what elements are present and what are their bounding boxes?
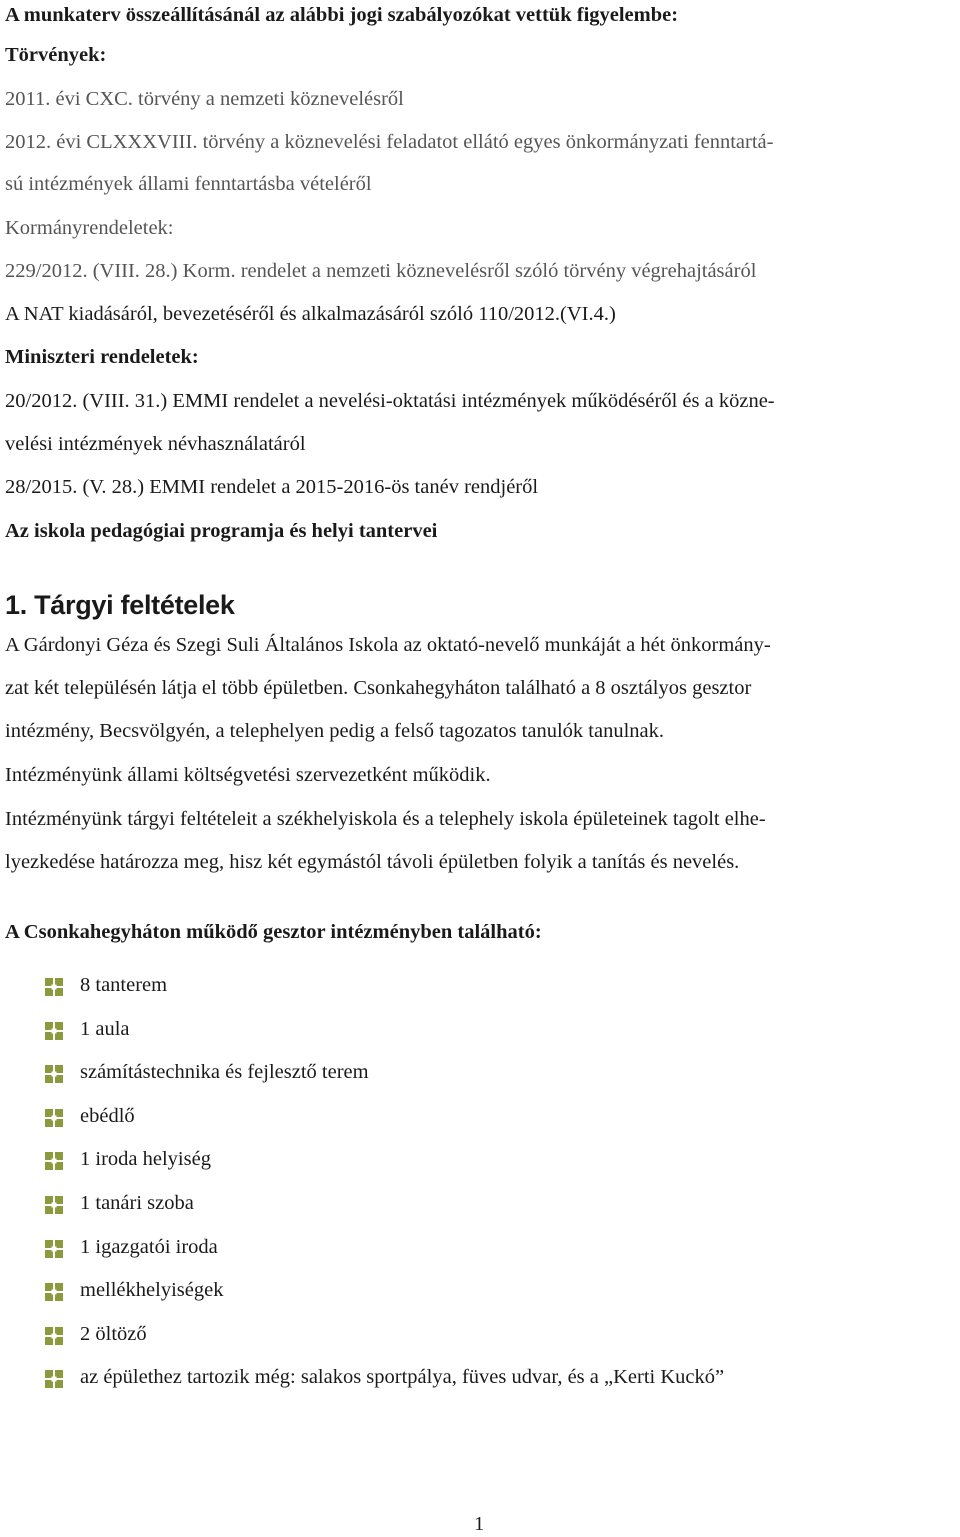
para-1-line3: intézmény, Becsvölgyén, a telephelyen pedig a felső tagozatos tanulók tanulnak. [5,720,665,742]
list-item-label: az épülethez tartozik még: salakos sportpálya, füves udvar, és a „Kerti Kuckó” [80,1366,725,1389]
para-3-line1: Intézményünk tárgyi feltételeit a székhelyiskola és a telephely iskola épületeinek tagolt elhe- [5,808,766,830]
intro-heading: A munkaterv összeállításánál az alábbi jogi szabályozókat vettük figyelembe: [5,4,679,26]
list-item-label: mellékhelyiségek [80,1279,224,1302]
list-item-label: 1 igazgatói iroda [80,1235,218,1258]
square-bullet-icon [44,1108,64,1128]
min-decree-1-line1: 20/2012. (VIII. 31.) EMMI rendelet a nevelési-oktatási intézmények működéséről és a közne- [5,390,775,412]
list-heading: A Csonkahegyháton működő gesztor intézményben található: [5,921,542,943]
square-bullet-icon [44,1326,64,1346]
laws-label: Törvények: [5,44,107,66]
min-decree-2: 28/2015. (V. 28.) EMMI rendelet a 2015-2016-ös tanév rendjéről [5,476,539,498]
list-item-label: ebédlő [80,1104,135,1127]
page-number: 1 [474,1513,485,1535]
square-bullet-icon [44,1195,64,1215]
list-item-label: 1 iroda helyiség [80,1148,211,1171]
para-3-line2: lyezkedése határozza meg, hisz két egymástól távoli épületben folyik a tanítás és nevelés. [5,851,740,873]
square-bullet-icon [44,1282,64,1302]
list-item-label: 8 tanterem [80,974,168,996]
law-1: 2011. évi CXC. törvény a nemzeti köznevelésről [5,88,404,110]
list-item-label: 1 aula [80,1017,130,1040]
square-bullet-icon [44,1239,64,1259]
min-decrees-label: Miniszteri rendeletek: [5,346,199,368]
list-item-label: 1 tanári szoba [80,1192,194,1214]
square-bullet-icon [44,1151,64,1171]
gov-decree-1: 229/2012. (VIII. 28.) Korm. rendelet a nemzeti köznevelésről szóló törvény végrehajtásáról [5,260,757,282]
law-2-line2: sú intézmények állami fenntartásba vételéről [5,173,372,195]
para-1-line1: A Gárdonyi Géza és Szegi Suli Általános Iskola az oktató-nevelő munkáját a hét önkormány- [5,634,771,656]
square-bullet-icon [44,1064,64,1084]
min-decree-1-line2: velési intézmények névhasználatáról [5,433,306,455]
square-bullet-icon [44,977,64,997]
para-2: Intézményünk állami költségvetési szervezetként működik. [5,764,491,786]
list-item-label: 2 öltöző [80,1322,147,1345]
gov-decrees-label: Kormányrendeletek: [5,217,174,239]
law-2-line1: 2012. évi CLXXXVIII. törvény a köznevelési feladatot ellátó egyes önkormányzati fenntartá- [5,131,774,153]
square-bullet-icon [44,1021,64,1041]
para-1-line2: zat két településén látja el több épületben. Csonkahegyháton található a 8 osztályos gesztor [5,677,752,699]
square-bullet-icon [44,1369,64,1389]
program-label: Az iskola pedagógiai programja és helyi tantervei [5,520,438,542]
list-item-label: számítástechnika és fejlesztő terem [80,1061,369,1084]
gov-decree-2: A NAT kiadásáról, bevezetéséről és alkalmazásáról szóló 110/2012.(VI.4.) [5,303,616,325]
section-heading: 1. Tárgyi feltételek [5,590,235,620]
